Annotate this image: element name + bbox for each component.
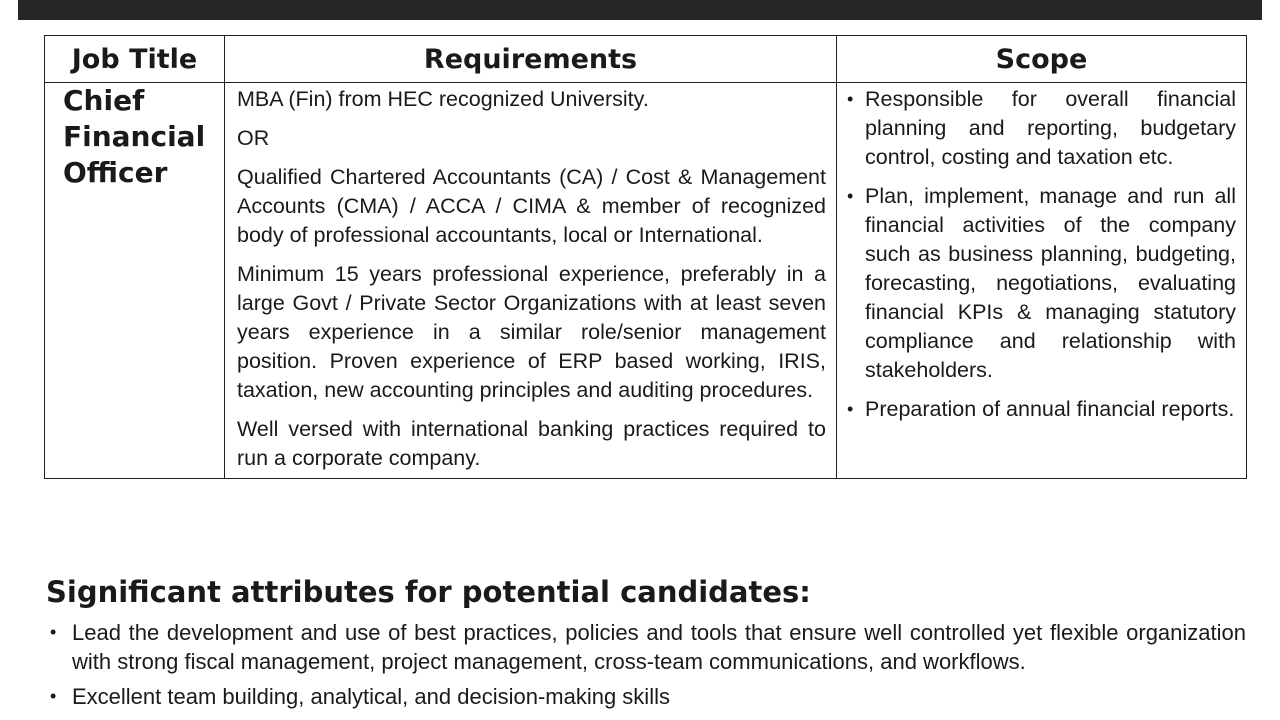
header-job-title: Job Title xyxy=(45,36,225,83)
job-requirements-table xyxy=(44,35,1247,479)
header-scope: Scope xyxy=(837,36,1247,83)
scope-list xyxy=(845,85,1236,424)
requirement-education: MBA (Fin) from HEC recognized University. xyxy=(237,87,649,111)
requirement-or: OR xyxy=(237,126,270,150)
header-requirements: Requirements xyxy=(225,36,837,83)
requirements-cell xyxy=(225,83,837,479)
attributes-list xyxy=(46,618,1246,717)
table-row xyxy=(45,83,1247,479)
scope-item: • Responsible for overall financial planning and reporting, budgetary control, costing and taxation etc. xyxy=(845,85,1236,172)
scope-item: • Plan, implement, manage and run all financial activities of the company such as business planning, budgeting, forecasting, negotiations, evaluating financial KPIs & managing statutory compliance and relationship with stakeholders. xyxy=(845,182,1236,385)
requirement-banking: Well versed with international banking practices required to run a corporate company. xyxy=(237,417,826,470)
requirement-experience: Minimum 15 years professional experience, preferably in a large Govt / Private Sector Organizations with at least seven years experience in a similar role/senior management position. Proven experience of ERP based working, IRIS, taxation, new accounting principles and auditing procedures. xyxy=(237,262,826,402)
attributes-heading: Significant attributes for potential candidates: xyxy=(46,575,811,609)
scope-item: • Preparation of annual financial reports. xyxy=(845,395,1236,424)
job-title-cell: Chief Financial Officer xyxy=(45,83,225,479)
requirement-qualification: Qualified Chartered Accountants (CA) / Cost & Management Accounts (CMA) / ACCA / CIMA & member of recognized body of professional accountants, local or International. xyxy=(237,165,826,247)
scope-cell xyxy=(837,83,1247,479)
attribute-item: • Lead the development and use of best practices, policies and tools that ensure well controlled yet flexible organization with strong fiscal management, project management, cross-team communications, and workflows. xyxy=(46,618,1246,676)
header-banner xyxy=(18,0,1262,20)
table-header-row xyxy=(45,36,1247,83)
attribute-item: • Excellent team building, analytical, and decision-making skills xyxy=(46,682,1246,711)
